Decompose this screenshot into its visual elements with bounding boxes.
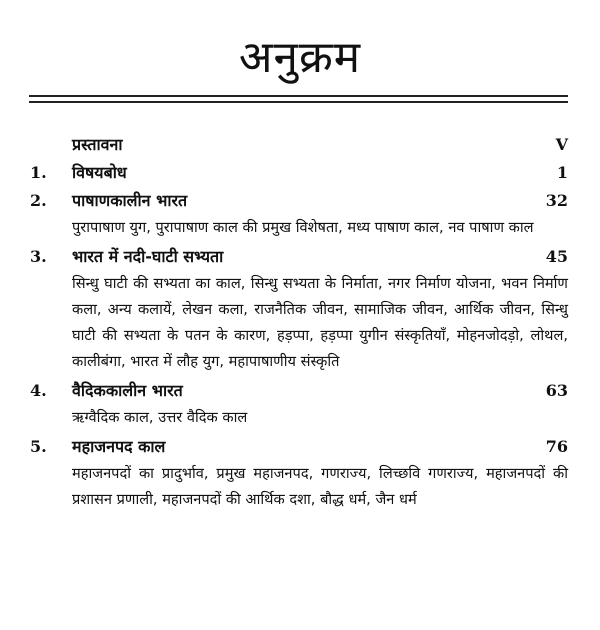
toc-entry-number: 1. [30,163,47,182]
toc-entry-page: 45 [545,247,568,266]
toc-entry-description: ऋग्वैदिक काल, उत्तर वैदिक काल [72,409,248,426]
toc-entry-number: 4. [30,381,47,400]
toc-entry-preface[interactable] [0,131,600,159]
toc-entry-number: 3. [30,247,47,266]
toc-entry-description: सिन्धु घाटी की सभ्यता का काल, सिन्धु सभ्यता के निर्माता, नगर निर्माण योजना, भवन निर्माण कला, अन्य कलायें, लेखन कला, राजनैतिक जीवन, सामाजिक जीवन, आर्थिक जीवन, सिन्धु घाटी की सभ्यता के पतन के कारण, हड़प्पा, हड़प्पा युगीन संस्कृतियाँ, मोहनजोदड़ो, लोथल, कालीबंगा, भारत में लौह युग, महापाषाणीय संस्कृति [72,275,568,370]
toc-entry-3[interactable] [0,243,600,377]
toc-entry-number: 5. [30,437,47,456]
toc-entry-page: 63 [545,381,568,400]
title-divider-bottom [29,101,568,103]
toc-entry-title[interactable]: विषयबोध [72,163,127,182]
toc-entry-title[interactable]: पाषाणकालीन भारत [72,191,188,210]
toc-entry-page: 76 [545,437,568,456]
title-divider-top [29,95,568,97]
toc-entry-page: 32 [545,191,568,210]
toc-entry-page: 1 [556,163,568,182]
toc-entry-title[interactable]: महाजनपद काल [72,437,166,456]
toc-entry-5[interactable] [0,433,600,515]
toc-entry-title[interactable]: प्रस्तावना [72,135,123,154]
toc-entry-4[interactable] [0,377,600,433]
toc-entry-title[interactable]: वैदिककालीन भारत [72,381,183,400]
toc-entry-page: V [555,135,568,154]
toc-entry-description: पुरापाषाण युग, पुरापाषाण काल की प्रमुख विशेषता, मध्य पाषाण काल, नव पाषाण काल [72,219,534,236]
page-title: अनुक्रम [238,32,362,83]
toc-entry-description: महाजनपदों का प्रादुर्भाव, प्रमुख महाजनपद, गणराज्य, लिच्छवि गणराज्य, महाजनपदों की प्रशासन प्रणाली, महाजनपदों की आर्थिक दशा, बौद्ध धर्म, जैन धर्म [72,465,568,508]
toc-entry-number: 2. [30,191,47,210]
toc-entry-2[interactable] [0,187,600,243]
toc-entry-1[interactable] [0,159,600,187]
toc-entry-title[interactable]: भारत में नदी-घाटी सभ्यता [72,247,224,266]
table-of-contents [0,131,600,515]
